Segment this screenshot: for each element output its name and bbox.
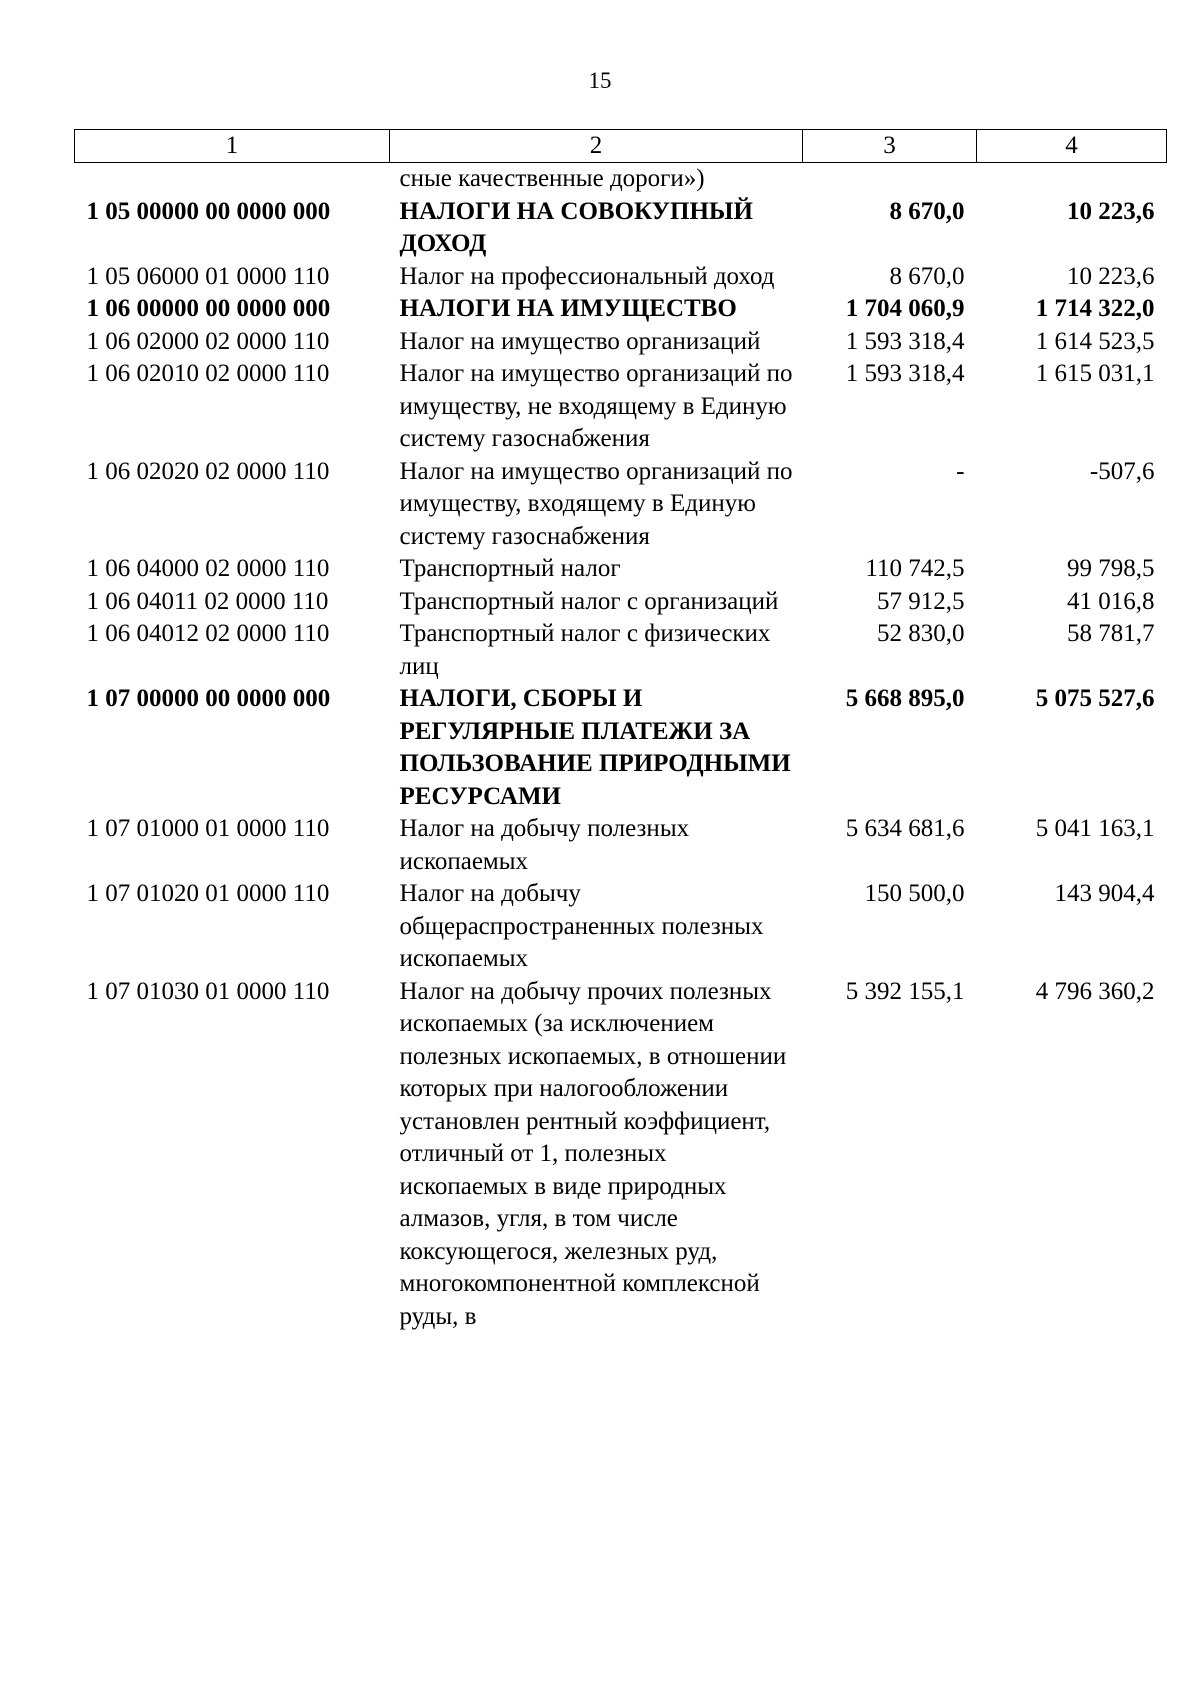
- value-col3-cell: 5 392 155,1: [845, 977, 965, 1005]
- column-header-4: 4: [977, 130, 1167, 163]
- item-name-cell: Налог на имущество организаций: [399, 327, 761, 355]
- item-name-cell: Налог на имущество организаций по имуществу, не входящему в Единую систему газоснабжения: [399, 360, 793, 452]
- table-header-row: [75, 130, 1167, 163]
- budget-code-cell: [75, 163, 390, 196]
- table-row: [75, 326, 1167, 359]
- budget-code-cell: 1 07 01030 01 0000 110: [86, 977, 330, 1005]
- value-col3-cell: 52 830,0: [877, 620, 965, 647]
- value-col3-cell: 1 593 318,4: [845, 360, 965, 387]
- value-col4-cell: 5 041 163,1: [1035, 815, 1155, 842]
- table-row: [75, 586, 1167, 619]
- budget-code-cell: 1 05 00000 00 0000 000: [86, 197, 331, 225]
- column-header-2: 2: [390, 130, 803, 163]
- budget-code-cell: 1 07 01020 01 0000 110: [86, 880, 330, 907]
- item-name-cell: Налог на добычу общераспространенных полезных ископаемых: [399, 880, 764, 972]
- value-col4-cell: 58 781,7: [1067, 620, 1155, 647]
- item-name-cell: сные качественные дороги»): [399, 165, 705, 192]
- budget-code-cell: 1 05 06000 01 0000 110: [86, 262, 330, 290]
- value-col3-cell: 57 912,5: [877, 587, 965, 615]
- budget-code-cell: 1 07 01000 01 0000 110: [86, 815, 330, 842]
- item-name-cell: НАЛОГИ, СБОРЫ И РЕГУЛЯРНЫЕ ПЛАТЕЖИ ЗА ПОЛЬЗОВАНИЕ ПРИРОДНЫМИ РЕСУРСАМИ: [399, 685, 791, 810]
- table-row: [75, 196, 1167, 261]
- value-col4-cell: 143 904,4: [1054, 880, 1155, 907]
- table-row: [75, 618, 1167, 683]
- value-col4-cell: -507,6: [1089, 457, 1155, 485]
- value-col4-cell: 5 075 527,6: [1035, 685, 1155, 712]
- item-name-cell: Налог на имущество организаций по имуществу, входящему в Единую систему газоснабжения: [399, 457, 793, 550]
- item-name-cell: Транспортный налог с организаций: [399, 587, 779, 615]
- item-name-cell: Транспортный налог с физических лиц: [399, 620, 771, 680]
- value-col4-cell: 41 016,8: [1067, 587, 1155, 615]
- table-row: [75, 878, 1167, 976]
- table-row: [75, 976, 1167, 1334]
- budget-code-cell: 1 06 02000 02 0000 110: [86, 327, 330, 355]
- budget-code-cell: 1 06 04000 02 0000 110: [86, 555, 330, 582]
- value-col4-cell: 1 615 031,1: [1035, 360, 1155, 387]
- item-name-cell: Налог на профессиональный доход: [399, 262, 775, 290]
- value-col3-cell: 5 634 681,6: [845, 815, 965, 842]
- value-col3-cell: 110 742,5: [865, 555, 965, 582]
- budget-code-cell: 1 06 02010 02 0000 110: [86, 360, 330, 387]
- item-name-cell: Налог на добычу прочих полезных ископаемых (за исключением полезных ископаемых, в отношении которых при налогообложении установлен рентный коэффициент, отличный от 1, полезных ископаемых в виде природных алмазов, угля, в том числе коксующегося, железных руд, многокомпонентной комплексной руды, в: [399, 977, 787, 1330]
- column-header-3: 3: [803, 130, 977, 163]
- value-col4-cell: 10 223,6: [1067, 262, 1155, 290]
- item-name-cell: НАЛОГИ НА СОВОКУПНЫЙ ДОХОД: [399, 197, 753, 257]
- budget-code-cell: 1 06 00000 00 0000 000: [86, 295, 331, 322]
- value-col3-cell: 5 668 895,0: [845, 685, 965, 712]
- table-row: [75, 163, 1167, 196]
- value-col4-cell: 1 714 322,0: [1035, 295, 1155, 322]
- value-col4-cell: 4 796 360,2: [1035, 977, 1155, 1005]
- value-col4-cell: 99 798,5: [1067, 555, 1155, 582]
- value-col3-cell: 1 704 060,9: [845, 295, 965, 322]
- value-col3-cell: 150 500,0: [864, 880, 965, 907]
- table-row: [75, 358, 1167, 456]
- value-col3-cell: [803, 163, 977, 196]
- table-row: [75, 553, 1167, 586]
- item-name-cell: Транспортный налог: [399, 555, 621, 582]
- budget-code-cell: 1 06 02020 02 0000 110: [86, 457, 330, 485]
- table-row: [75, 293, 1167, 326]
- table-row: [75, 456, 1167, 554]
- value-col4-cell: [977, 163, 1167, 196]
- value-col4-cell: 1 614 523,5: [1035, 327, 1155, 355]
- table-row: [75, 813, 1167, 878]
- item-name-cell: НАЛОГИ НА ИМУЩЕСТВО: [399, 295, 737, 322]
- table-row: [75, 683, 1167, 813]
- value-col3-cell: 8 670,0: [889, 262, 965, 290]
- value-col3-cell: 1 593 318,4: [845, 327, 965, 355]
- table-row: [75, 261, 1167, 294]
- value-col3-cell: -: [956, 457, 965, 485]
- revenue-table: [74, 129, 1167, 1333]
- page-number: 15: [588, 68, 612, 93]
- budget-code-cell: 1 07 00000 00 0000 000: [86, 685, 331, 712]
- value-col3-cell: 8 670,0: [889, 197, 965, 225]
- column-header-1: 1: [75, 130, 390, 163]
- table-body: [75, 163, 1167, 1334]
- item-name-cell: Налог на добычу полезных ископаемых: [399, 815, 690, 875]
- value-col4-cell: 10 223,6: [1067, 197, 1155, 225]
- budget-code-cell: 1 06 04012 02 0000 110: [86, 620, 330, 647]
- budget-code-cell: 1 06 04011 02 0000 110: [86, 587, 329, 615]
